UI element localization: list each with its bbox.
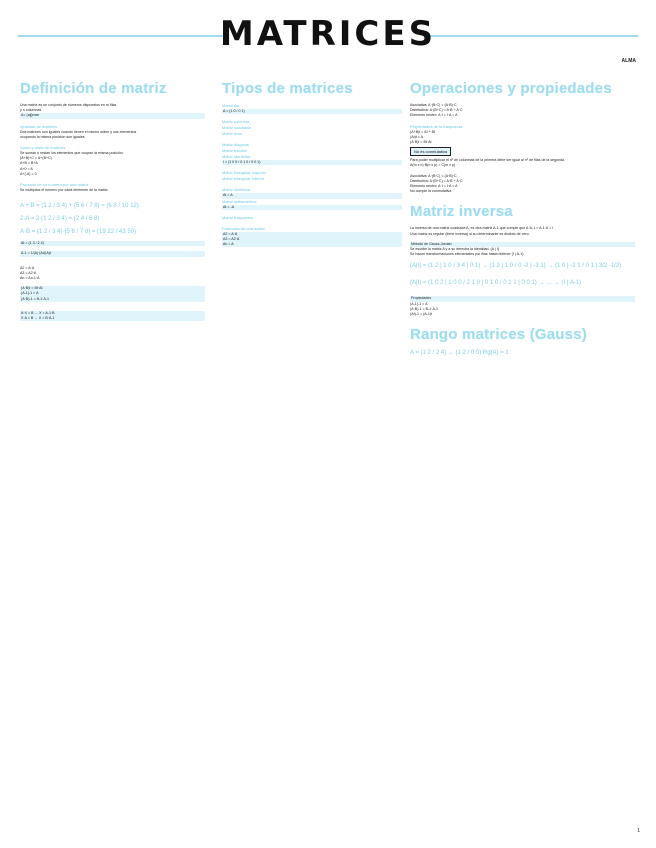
column-types [222, 80, 402, 247]
formula-line: A2 = A·A [222, 232, 402, 237]
text-line: No cumple la conmutativa [410, 189, 452, 194]
formula-line: At = A [222, 193, 402, 198]
section-heading-operations: Operaciones y propiedades [410, 80, 612, 97]
formula-line: A-1 = 1/|A|·(Adj A)t [20, 251, 205, 256]
subheading: Igualdad de matrices [20, 123, 58, 129]
text-line: ocupando la misma posición son iguales. [20, 134, 86, 139]
text-line: Una matriz es un conjunto de números dispuestos en m filas [20, 103, 117, 107]
type-item: Matriz identidad [222, 154, 251, 160]
formula-line: At = -A [222, 205, 402, 210]
formula-line: At = (1 3 / 2 4) [20, 241, 205, 246]
type-item: Matriz diagonal [222, 142, 250, 148]
text-line: Una matriz es regular (tiene inversa) si su determinante es distinto de cero. [410, 231, 530, 236]
text-line: Se hacen transformaciones elementales por filas hasta obtener (I | A-1) [410, 252, 524, 257]
bullet-example: (A|I) = (1 0 2 | 1 0 0 / 2 1 0 | 0 1 0 / 0 1 1 | 0 0 1) → … → (I | A-1) [410, 280, 582, 287]
text-line: Asociativa: A·(B·C) = (A·B)·C [410, 173, 457, 178]
formula-line: A3 = A2·A [20, 270, 37, 275]
type-item: Matriz columna [222, 119, 250, 125]
section-heading-rank: Rango matrices (Gauss) [410, 326, 587, 344]
text-line: Distributiva: A·(B+C) = A·B + A·C [410, 178, 463, 183]
text-line: La inversa de una matriz cuadrada A, es otra matriz A-1 que cumple que A·A-1 = A-1·A = I [410, 226, 554, 231]
formula-line: A·X = B → X = A-1·B [20, 311, 205, 316]
subheading: Suma y resta de matrices [20, 145, 66, 151]
section-heading-inverse: Matriz inversa [410, 203, 513, 221]
text-line: (A·B)t = Bt·At [410, 140, 432, 145]
text-line: Dos matrices son iguales cuando tienen el mismo orden y sus elementos [20, 129, 137, 134]
formula-line: (A-1)-1 = A [20, 291, 205, 296]
text-line: A+(-A) = 0 [20, 171, 37, 176]
type-item: Matriz triangular inferior [222, 176, 265, 182]
formula-line: A2 = A·A [20, 265, 35, 270]
subheading: Propiedades de la traspuesta [410, 123, 463, 129]
type-item: Matriz antisimétrica [222, 198, 257, 204]
text-line: (A+B)+C = A+(B+C) [20, 156, 52, 161]
formula-line: (A·B)t = Bt·At [20, 286, 205, 291]
subheading: Propiedades [410, 296, 635, 301]
formula-line: I = (1 0 0 / 0 1 0 / 0 0 1) [222, 160, 402, 165]
bullet-example: A·B = (1 2 / 3 4)·(5 6 / 7 8) = (19 22 / 43 50) [20, 229, 137, 236]
type-item: Matriz simétrica [222, 187, 251, 193]
text-line: Distributiva: A·(B+C) = A·B + A·C [410, 108, 463, 113]
type-item: Potencias de una matriz [222, 225, 265, 231]
type-item: Matriz fila [222, 103, 240, 108]
formula-line: (A·B)-1 = B-1·A-1 [410, 306, 439, 311]
type-item: Matriz triangular superior [222, 170, 267, 176]
text-line: Se escribe la matriz A y a su derecha la identidad, (A | I) [410, 247, 500, 252]
type-item: Matriz cuadrada [222, 125, 251, 131]
formula-line: X·A = B → X = B·A-1 [20, 316, 205, 321]
text-line: y n columnas. [20, 108, 43, 113]
text-line: A(m x n)·B(n x p) = C(m x p) [410, 163, 456, 168]
column-operations [410, 80, 635, 357]
text-line: A+B = B+A [20, 161, 38, 166]
text-line: A+0 = A [20, 166, 33, 171]
highlight-box: No es conmutativa [410, 147, 451, 156]
text-line: Se multiplica el número por cada elemento de la matriz. [20, 188, 109, 193]
subheading: Método de Gauss-Jordan [410, 242, 635, 247]
text-line: Se suman o restan los elementos que ocupan la misma posición. [20, 151, 124, 156]
text-line: Asociativa: A·(B·C) = (A·B)·C [410, 103, 457, 107]
formula-line: An = A [222, 242, 402, 247]
text-line: Elemento neutro: A·I = I·A = A [410, 113, 458, 118]
formula-line: A3 = A2·A [222, 237, 402, 242]
text-line: (At)t = A [410, 134, 424, 139]
formula-line: An = An-1·A [20, 276, 40, 281]
type-item: Matriz traspuesta [222, 214, 253, 220]
text-line: Elemento neutro: A·I = I·A = A [410, 184, 458, 189]
formula-line: A= (aij)mxn [20, 113, 205, 118]
bullet-example: A = (1 2 / 2 4) → (1 2 / 0 0) Rg(A) = 1 [410, 350, 509, 357]
type-item: Matriz escalar [222, 148, 247, 154]
text-line: Para poder multiplicar el nº de columnas de la primera debe ser igual al nº de filas de la segunda. [410, 158, 566, 163]
bullet-example: (A|I) = (1 2 | 1 0 / 3 4 | 0 1) → (1 2 | 1 0 / 0 -2 | -3 1) → (1 0 | -2 1 / 0 1 | 3/2 -1/2) [410, 263, 622, 270]
column-definition [20, 80, 205, 321]
formula-line: (At)-1 = (A-1)t [410, 312, 433, 317]
section-heading-types: Tipos de matrices [222, 80, 353, 97]
formula-line: A = (1 0 / 0 1) [222, 109, 402, 114]
bullet-example: A + B = (1 2 / 3 4) + (5 6 / 7 8) = (6 8 / 10 12) [20, 203, 139, 210]
page-title: MATRICES [219, 14, 437, 54]
formula-line: (A-1)-1 = A [410, 301, 428, 306]
page-number: 1 [637, 828, 640, 834]
type-item: Matriz nula [222, 131, 242, 137]
bullet-example: 2·A = 2·(1 2 / 3 4) = (2 4 / 6 8) [20, 216, 100, 223]
subheading: Producto de un número por una matriz [20, 182, 89, 188]
author-label: ALMA [621, 58, 636, 64]
text-line: (A+B)t = At + Bt [410, 129, 436, 134]
section-heading-definition: Definición de matriz [20, 80, 167, 97]
formula-line: (A·B)-1 = B-1·A-1 [20, 297, 205, 302]
